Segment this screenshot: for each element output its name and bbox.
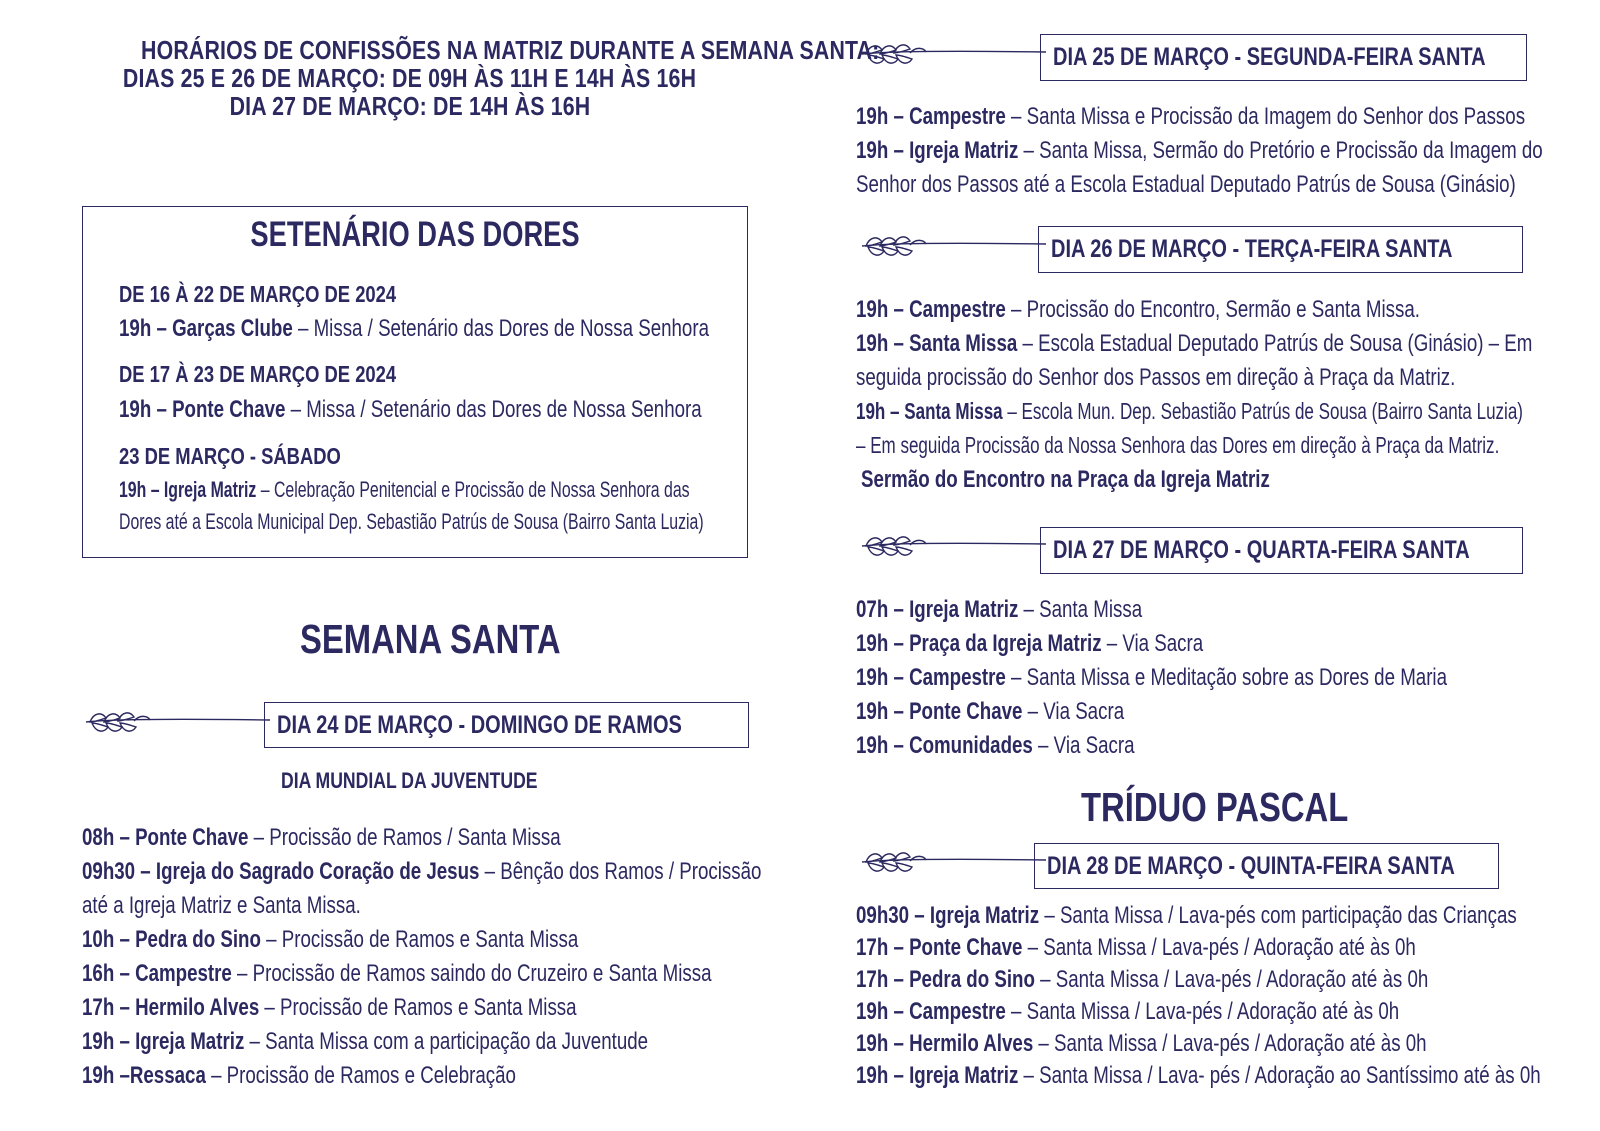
day28-item: 17h – Ponte Chave – Santa Missa / Lava-pés / Adoração até às 0h bbox=[856, 934, 1416, 961]
confession-line-2: DIAS 25 E 26 DE MARÇO: DE 09H ÀS 11H E 14H ÀS 16H bbox=[123, 63, 697, 93]
olive-branch-icon bbox=[858, 230, 1048, 267]
day27-item: 07h – Igreja Matriz – Santa Missa bbox=[856, 596, 1143, 623]
day27-header: DIA 27 DE MARÇO - QUARTA-FEIRA SANTA bbox=[1040, 527, 1523, 574]
olive-branch-icon bbox=[858, 846, 1048, 883]
triduo-title: TRÍDUO PASCAL bbox=[1081, 784, 1349, 830]
day27-item: 19h – Praça da Igreja Matriz – Via Sacra bbox=[856, 630, 1204, 657]
setenario-entry-3: 19h – Igreja Matriz – Celebração Penitencial e Procissão de Nossa Senhora das bbox=[119, 477, 690, 502]
day26-item: Sermão do Encontro na Praça da Igreja Matriz bbox=[861, 466, 1270, 493]
day24-item: 10h – Pedra do Sino – Procissão de Ramos e Santa Missa bbox=[82, 926, 579, 953]
setenario-entry-1: 19h – Garças Clube – Missa / Setenário das Dores de Nossa Senhora bbox=[119, 315, 709, 342]
confession-line-1: HORÁRIOS DE CONFISSÕES NA MATRIZ DURANTE A SEMANA SANTA: bbox=[141, 35, 880, 65]
day26-item: 19h – Santa Missa – Escola Mun. Dep. Sebastião Patrús de Sousa (Bairro Santa Luzia) bbox=[856, 398, 1523, 424]
day28-item: 19h – Campestre – Santa Missa / Lava-pés / Adoração até às 0h bbox=[856, 998, 1400, 1025]
setenario-box bbox=[82, 206, 748, 558]
day27-item: 19h – Comunidades – Via Sacra bbox=[856, 732, 1135, 759]
day24-item: 08h – Ponte Chave – Procissão de Ramos / Santa Missa bbox=[82, 824, 561, 851]
day28-item: 19h – Hermilo Alves – Santa Missa / Lava-pés / Adoração até às 0h bbox=[856, 1030, 1427, 1057]
olive-branch-icon bbox=[82, 706, 272, 743]
day25-item: Senhor dos Passos até a Escola Estadual Deputado Patrús de Sousa (Ginásio) bbox=[856, 171, 1516, 198]
setenario-title: SETENÁRIO DAS DORES bbox=[250, 215, 580, 254]
day28-item: 17h – Pedra do Sino – Santa Missa / Lava-pés / Adoração até às 0h bbox=[856, 966, 1429, 993]
day27-item: 19h – Ponte Chave – Via Sacra bbox=[856, 698, 1125, 725]
day25-header: DIA 25 DE MARÇO - SEGUNDA-FEIRA SANTA bbox=[1040, 34, 1527, 81]
day26-header: DIA 26 DE MARÇO - TERÇA-FEIRA SANTA bbox=[1038, 226, 1523, 273]
day28-item: 19h – Igreja Matriz – Santa Missa / Lava- pés / Adoração ao Santíssimo até às 0h bbox=[856, 1062, 1541, 1089]
day27-item: 19h – Campestre – Santa Missa e Meditação sobre as Dores de Maria bbox=[856, 664, 1448, 691]
confession-line-3: DIA 27 DE MARÇO: DE 14H ÀS 16H bbox=[229, 91, 591, 121]
day24-subtitle: DIA MUNDIAL DA JUVENTUDE bbox=[281, 768, 538, 793]
day26-item: – Em seguida Procissão da Nossa Senhora das Dores em direção à Praça da Matriz. bbox=[856, 432, 1500, 458]
day28-header: DIA 28 DE MARÇO - QUINTA-FEIRA SANTA bbox=[1034, 843, 1499, 889]
semana-santa-title: SEMANA SANTA bbox=[300, 616, 561, 662]
setenario-heading-2: DE 17 À 23 DE MARÇO DE 2024 bbox=[119, 361, 397, 387]
day25-item: 19h – Campestre – Santa Missa e Procissão da Imagem do Senhor dos Passos bbox=[856, 103, 1526, 130]
olive-branch-icon bbox=[858, 38, 1048, 75]
setenario-entry-3-cont: Dores até a Escola Municipal Dep. Sebastião Patrús de Sousa (Bairro Santa Luzia) bbox=[119, 509, 704, 534]
day28-item: 09h30 – Igreja Matriz – Santa Missa / Lava-pés com participação das Crianças bbox=[856, 902, 1517, 929]
day24-item: 19h – Igreja Matriz – Santa Missa com a participação da Juventude bbox=[82, 1028, 649, 1055]
setenario-entry-2: 19h – Ponte Chave – Missa / Setenário das Dores de Nossa Senhora bbox=[119, 396, 702, 423]
day24-item: 16h – Campestre – Procissão de Ramos saindo do Cruzeiro e Santa Missa bbox=[82, 960, 712, 987]
day25-item: 19h – Igreja Matriz – Santa Missa, Sermão do Pretório e Procissão da Imagem do bbox=[856, 137, 1543, 164]
confession-hours bbox=[60, 35, 880, 121]
day26-item: 19h – Campestre – Procissão do Encontro, Sermão e Santa Missa. bbox=[856, 296, 1420, 323]
day24-item: 09h30 – Igreja do Sagrado Coração de Jesus – Bênção dos Ramos / Procissão bbox=[82, 858, 762, 885]
day26-item: seguida procissão do Senhor dos Passos em direção à Praça da Matriz. bbox=[856, 364, 1456, 391]
day24-header: DIA 24 DE MARÇO - DOMINGO DE RAMOS bbox=[264, 702, 749, 748]
day26-item: 19h – Santa Missa – Escola Estadual Deputado Patrús de Sousa (Ginásio) – Em bbox=[856, 330, 1533, 357]
setenario-heading-3: 23 DE MARÇO - SÁBADO bbox=[119, 443, 341, 469]
day24-item: até a Igreja Matriz e Santa Missa. bbox=[82, 892, 361, 919]
olive-branch-icon bbox=[858, 530, 1048, 567]
setenario-heading-1: DE 16 À 22 DE MARÇO DE 2024 bbox=[119, 281, 397, 307]
day24-item: 19h –Ressaca – Procissão de Ramos e Celebração bbox=[82, 1062, 516, 1089]
day24-item: 17h – Hermilo Alves – Procissão de Ramos e Santa Missa bbox=[82, 994, 577, 1021]
